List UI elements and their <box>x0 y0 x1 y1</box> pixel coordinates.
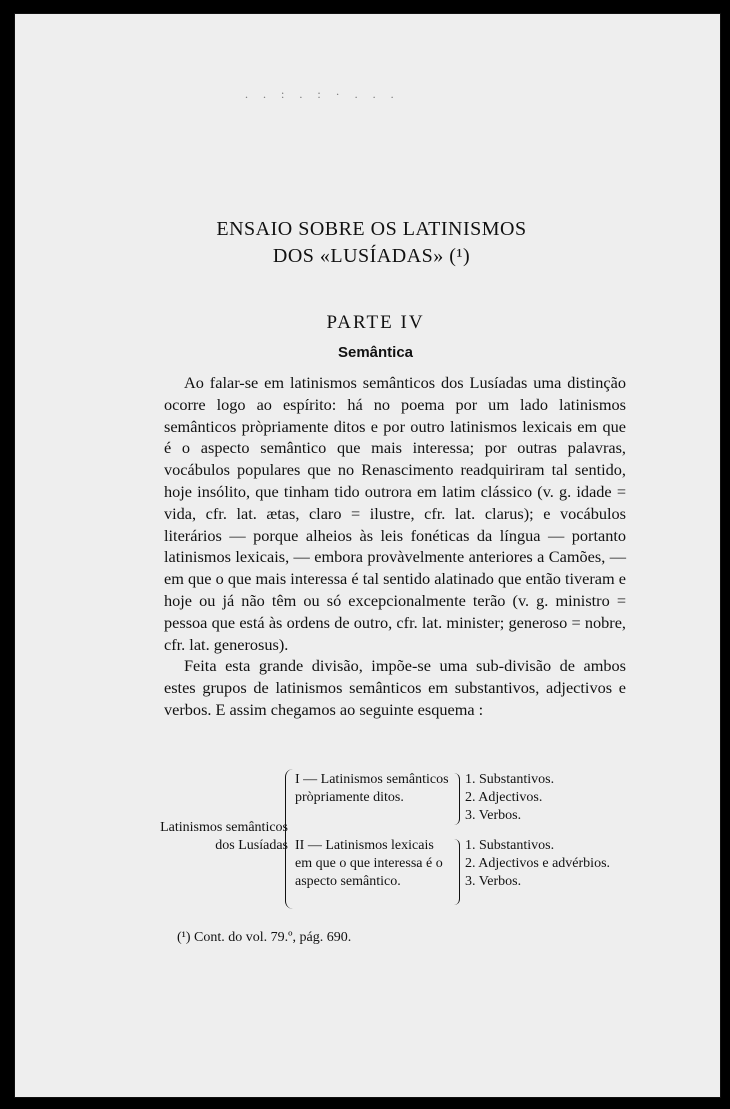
scheme-root: Latinismos semânticos dos Lusíadas <box>160 820 288 853</box>
body-text <box>164 372 626 721</box>
list-item: 2. Adjectivos e advérbios. <box>465 856 611 871</box>
paragraph-1: Ao falar-se em latinismos semânticos dos Lusíadas uma distinção ocorre logo ao espírito: há no poema por um lado latinismos semânticos pròpriamente ditos e por outro latinismos lexicais em que é o aspecto semântico que mais interessa; por outras palavras, vocábulos populares que no Renascimento readquiriram tal sentido, hoje insólito, que tinham tido outrora em latim clássico (v. g. idade = vida, cfr. lat. ætas, claro = ilustre, cfr. lat. clarus); e vocábulos literários — porque alheios às leis fonéticas da língua — portanto latinismos lexicais, — embora provàvelmente anteriores a Camões, — em que o que mais interessa é tal sentido alatinado que então tiveram e hoje ou já não têm ou só excepcionalmente terão (v. g. ministro = pessoa que está às ordens de outro, cfr. lat. minister; generoso = nobre, cfr. lat. generosus). <box>164 373 626 654</box>
group-2-list <box>465 837 610 891</box>
footnote: (¹) Cont. do vol. 79.º, pág. 690. <box>177 930 352 945</box>
part-heading: PARTE IV <box>326 312 425 333</box>
scheme-group-1: I — Latinismos semânticos pròpriamente ditos. <box>295 772 449 805</box>
paragraph-2: Feita esta grande divisão, impõe-se uma sub-divisão de ambos estes grupos de latinismos semânticos em substantivos, adjectivos e verbos. E assim chegamos ao seguinte esquema : <box>164 656 626 719</box>
list-item: 2. Adjectivos. <box>465 790 543 805</box>
page <box>14 13 721 1098</box>
group-1-list <box>465 771 554 825</box>
title-line-1: ENSAIO SOBRE OS LATINISMOS <box>216 218 527 240</box>
list-item: 1. Substantivos. <box>465 772 555 787</box>
sub-brace-2 <box>451 839 460 905</box>
scheme-group-2: II — Latinismos lexicais em que o que interessa é o aspecto semântico. <box>295 838 443 889</box>
scheme <box>135 769 635 919</box>
faint-marks: . . : . : · . . . <box>245 87 400 101</box>
list-item: 3. Verbos. <box>465 808 522 823</box>
title-line-2: DOS «LUSÍADAS» (¹) <box>272 245 471 267</box>
list-item: 1. Substantivos. <box>465 838 555 853</box>
sub-brace-1 <box>451 773 460 825</box>
list-item: 3. Verbos. <box>465 874 522 889</box>
section-heading: Semântica <box>337 344 414 361</box>
